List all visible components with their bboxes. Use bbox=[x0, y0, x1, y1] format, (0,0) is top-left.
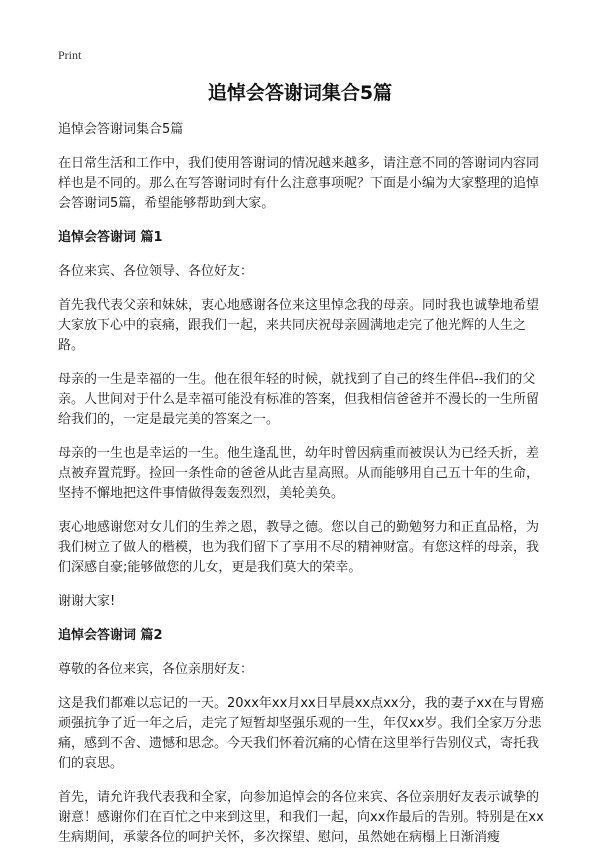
section-1-paragraph-3: 母亲的一生也是幸运的一生。他生逢乱世，幼年时曾因病重而被误认为已经夭折，差点被弃置荒野。捡回一条性命的爸爸从此吉星高照。从而能够用自己五十年的生命，坚持不懈地把这件事情做得轰轰烈烈，美轮美奂。 bbox=[58, 446, 540, 501]
section-1-paragraph-2: 母亲的一生是幸福的一生。他在很年轻的时候，就找到了自己的终生伴侣--我们的父亲。人世间对于什么是幸福可能没有标准的答案，但我相信爸爸并不漫长的一生所留给我们的，一定是最完美的答案之一。 bbox=[58, 372, 540, 427]
section-2-paragraph-1: 这是我们都难以忘记的一天。20xx年xx月xx日早晨xx点xx分，我的妻子xx在与胃癌顽强抗争了近一年之后，走完了短暂却坚强乐观的一生，年仅xx岁。我们全家万分悲痛，感到不舍、遗憾和思念。今天我们怀着沉痛的心情在这里举行告别仪式，寄托我们的哀思。 bbox=[58, 696, 544, 771]
page-title: 追悼会答谢词集合5篇 bbox=[207, 82, 393, 104]
intro-subtitle: 追悼会答谢词集合5篇 bbox=[58, 122, 184, 137]
section-1-paragraph-1: 首先我代表父亲和妹妹，衷心地感谢各位来这里悼念我的母亲。同时我也诚挚地希望大家放下心中的哀痛，跟我们一起，来共同庆祝母亲圆满地走完了他光辉的人生之路。 bbox=[58, 298, 540, 353]
section-2-paragraph-2: 首先，请允许我代表我和全家，向参加追悼会的各位来宾、各位亲朋好友表示诚挚的谢意！感谢你们在百忙之中来到这里，和我们一起，向xx作最后的告别。特别是在xx生病期间，承蒙各位的呵护关怀，多次探望、慰问，虽然她在病榻上日渐消瘦 bbox=[58, 790, 544, 845]
section-2-heading: 追悼会答谢词 篇2 bbox=[58, 628, 163, 643]
print-label: Print bbox=[58, 48, 82, 62]
intro-paragraph: 在日常生活和工作中，我们使用答谢词的情况越来越多，请注意不同的答谢词内容同样也是不同的。那么在写答谢词时有什么注意事项呢？下面是小编为大家整理的追悼会答谢词5篇，希望能够帮助到大家。 bbox=[58, 156, 540, 211]
section-1-greeting: 各位来宾、各位领导、各位好友： bbox=[58, 264, 254, 279]
section-1-paragraph-4: 衷心地感谢您对女儿们的生养之恩，教导之德。您以自己的勤勉努力和正直品格，为我们树立了做人的楷模，也为我们留下了享用不尽的精神财富。有您这样的母亲，我们深感自豪;能够做您的儿女，更是我们莫大的荣幸。 bbox=[58, 520, 540, 575]
section-1-heading: 追悼会答谢词 篇1 bbox=[58, 230, 163, 245]
document-body bbox=[58, 120, 548, 862]
section-1-thanks: 谢谢大家! bbox=[58, 594, 116, 609]
section-2-greeting: 尊敬的各位来宾，各位亲朋好友： bbox=[58, 662, 254, 677]
